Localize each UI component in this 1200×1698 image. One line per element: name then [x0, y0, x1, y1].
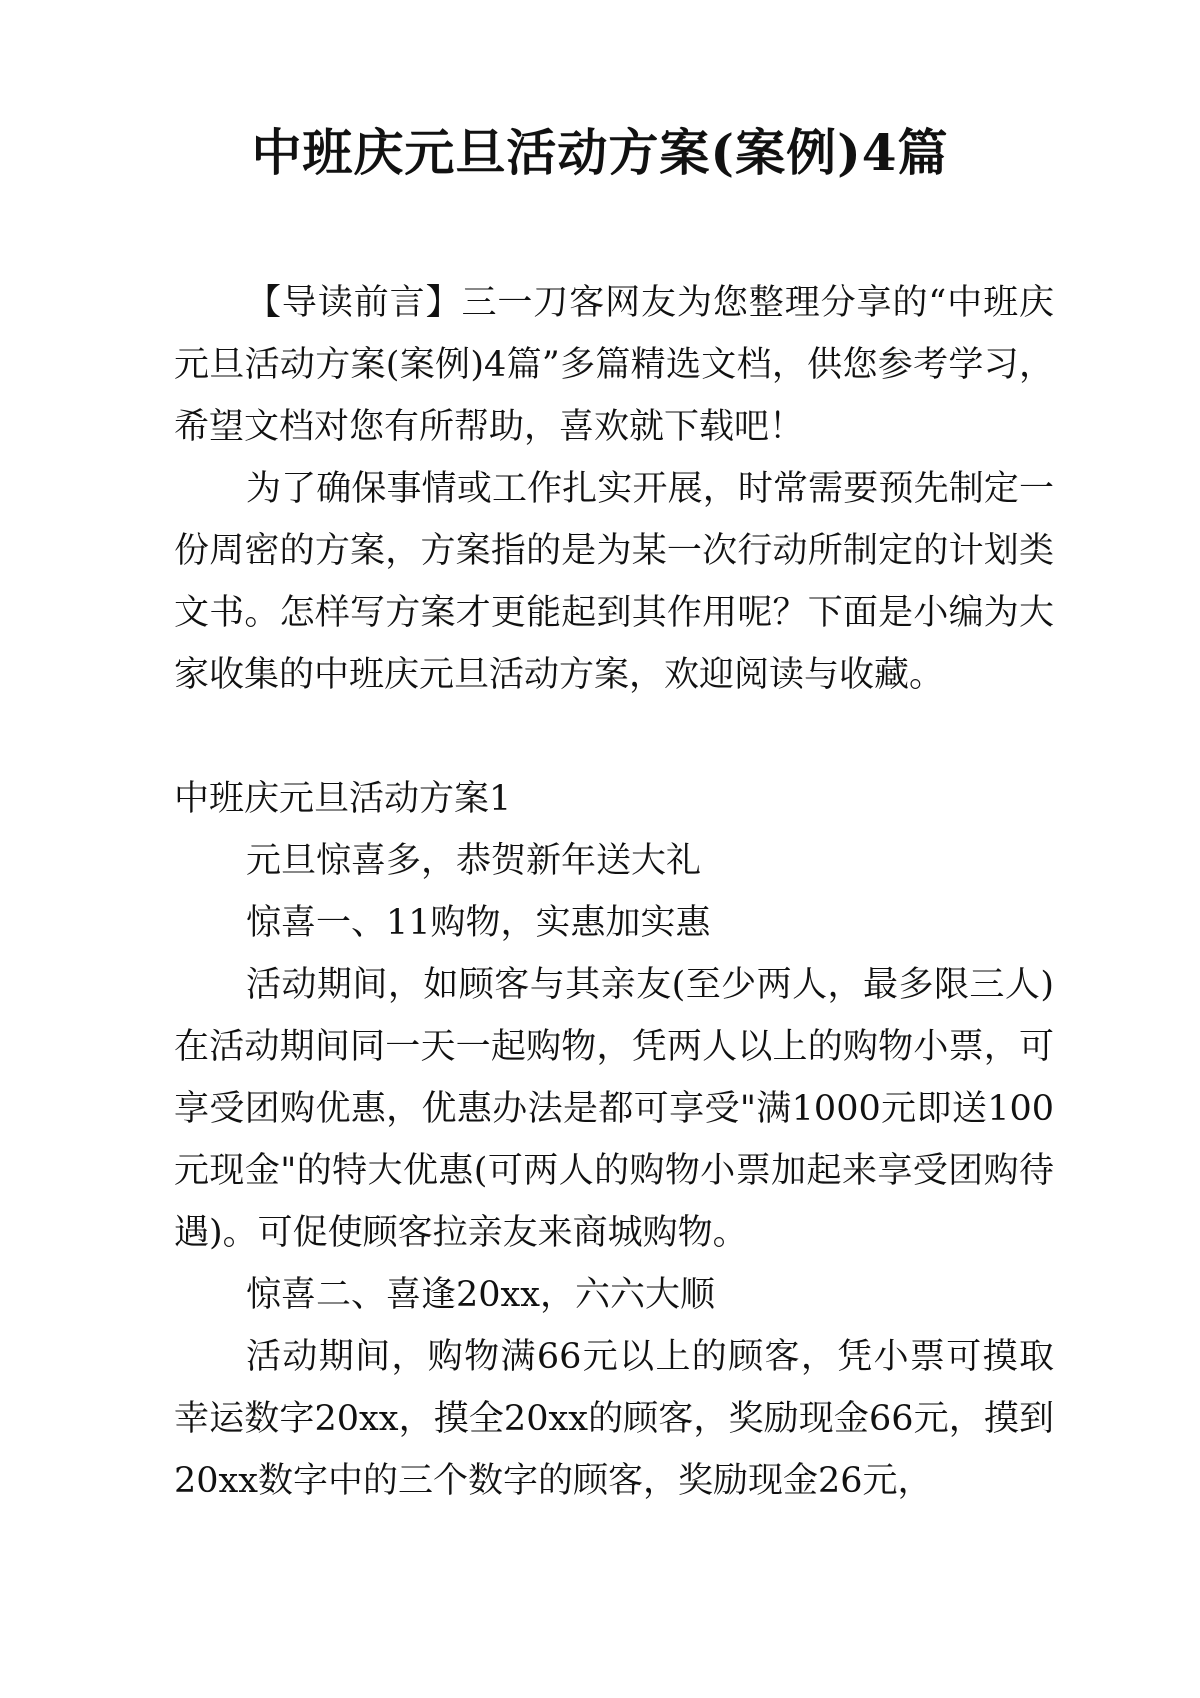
section-subtitle: 元旦惊喜多，恭贺新年送大礼: [246, 841, 702, 881]
intro-paragraph: 【导读前言】三一刀客网友为您整理分享的“中班庆元旦活动方案(案例)4篇”多篇精选文档，供您参考学习，希望文档对您有所帮助，喜欢就下载吧！: [174, 283, 1054, 447]
section-spacer: [174, 706, 1054, 768]
surprise-two-heading: 惊喜二、喜逢20xx，六六大顺: [246, 1275, 716, 1315]
surprise-one-heading: 惊喜一、11购物，实惠加实惠: [246, 903, 711, 943]
surprise-two-paragraph: 活动期间，购物满66元以上的顾客，凭小票可摸取幸运数字20xx，摸全20xx的顾客，奖励现金66元，摸到20xx数字中的三个数字的顾客，奖励现金26元，: [174, 1337, 1054, 1501]
surprise-one-paragraph: 活动期间，如顾客与其亲友(至少两人，最多限三人)在活动期间同一天一起购物，凭两人以上的购物小票，可享受团购优惠，优惠办法是都可享受"满1000元即送100元现金"的特大优惠(可两人的购物小票加起来享受团购待遇)。可促使顾客拉亲友来商城购物。: [174, 965, 1054, 1253]
section-heading: 中班庆元旦活动方案1: [174, 779, 512, 819]
document-title: 中班庆元旦活动方案(案例)4篇: [251, 123, 949, 182]
document-body: [174, 272, 1054, 1512]
preface-paragraph: 为了确保事情或工作扎实开展，时常需要预先制定一份周密的方案，方案指的是为某一次行动所制定的计划类文书。怎样写方案才更能起到其作用呢？下面是小编为大家收集的中班庆元旦活动方案，欢迎阅读与收藏。: [174, 469, 1054, 695]
